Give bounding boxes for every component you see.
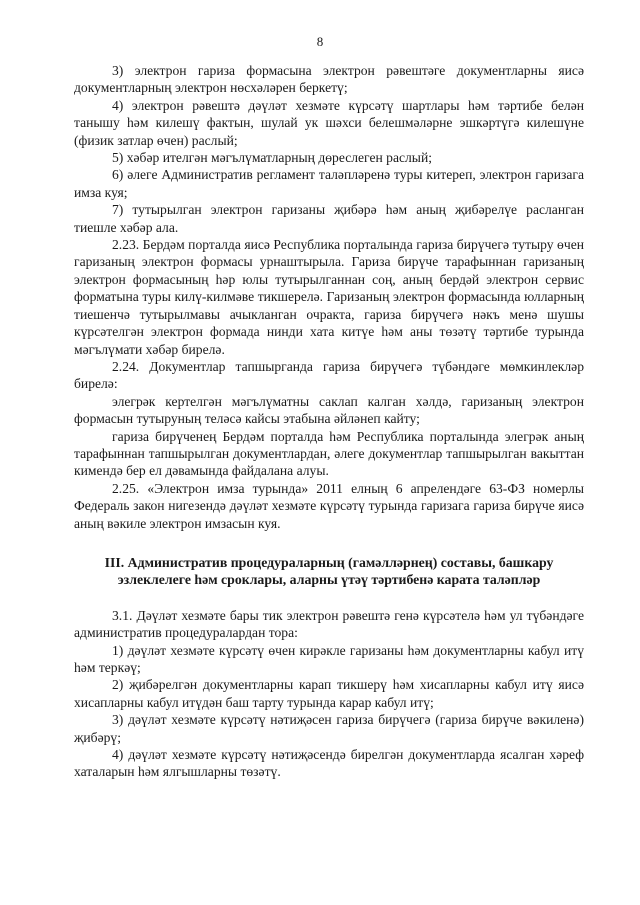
procedure-item-4: 4) дәүләт хезмәте күрсәтү нәтиҗәсендә бирелгән документларда ясалган хәреф хаталарын һәм ялгышларны төзәтү.	[74, 747, 584, 780]
paragraph-2-24: 2.24. Документлар тапшырганда гариза бирүчегә түбәндәге мөмкинлекләр бирелә:	[74, 358, 584, 392]
paragraph-2-23: 2.23. Бердәм порталда яисә Республика порталында гариза бирүчегә тутыру өчен гаризаның электрон формасы урнаштырыла. Гариза бирүче тарафыннан гаризаның электрон формасының һәр юлы тутырылганнан соң, аның бердәй электрон сервис форматына туры килү-килмәве тикшерелә. Гаризаның электрон формасында юлларның тиешенчә тутырылмавы ачыкланган очракта, гариза бирүчегә нәкъ менә шушы күрсәтелгән электрон формада нинди хата китүе һәм аны төзәтү тәртибе турында мәгълүмати хәбәр бирелә.	[74, 237, 584, 357]
paragraph-item-3: 3) электрон гариза формасына электрон рәвештәге документларны яисә документларның электрон нөсхәләрен беркетү;	[74, 63, 584, 96]
paragraph-item-4: 4) электрон рәвештә дәүләт хезмәте күрсәтү шартлары һәм тәртибе белән танышу һәм килешү фактын, шулай ук шәхси белешмәләрне эшкәртүгә килешүне (физик затлар өчен) раслый;	[74, 97, 584, 148]
document-body	[74, 62, 584, 781]
page-number: 8	[316, 34, 324, 49]
procedure-item-2: 2) җибәрелгән документларны карап тикшерү һәм хисапларны кабул итү яисә хисапларны кабул итүдән баш тарту турында карар кабул итү;	[74, 677, 584, 710]
paragraph-item-5: 5) хәбәр ителгән мәгълүматларның дөреслеген раслый;	[112, 150, 432, 166]
procedure-item-1: 1) дәүләт хезмәте күрсәтү өчен кирәкле гаризаны һәм документларны кабул итү һәм теркәү;	[74, 642, 584, 675]
section-heading: III. Административ процедураларның (гамәлләрнең) составы, башкару эзлеклелеге һәм сроклары, аларны үтәү тәртибенә карата таләпләр	[104, 554, 554, 588]
paragraph-2-24-item-2: гариза бирүченең Бердәм порталда һәм Республика порталында элегрәк аның тарафыннан тапшырылган документлардан, әлеге документлар тапшырылган вакыттан кимендә бер ел дәвамында файдалана алуы.	[74, 428, 584, 479]
paragraph-item-7: 7) тутырылган электрон гаризаны җибәрә һәм аның җибәрелүе расланган тиешле хәбәр ала.	[74, 202, 584, 235]
paragraph-item-6: 6) әлеге Административ регламент таләпләренә туры китереп, электрон гаризага имза куя;	[74, 167, 584, 200]
paragraph-2-24-item-1: элегрәк кертелгән мәгълүматны саклап калган хәлдә, гаризаның электрон формасын тутыруның теләсә кайсы этабына әйләнеп кайту;	[74, 393, 584, 427]
paragraph-2-25: 2.25. «Электрон имза турында» 2011 елның 6 апрелендәге 63-ФЗ номерлы Федераль закон нигезендә дәүләт хезмәте күрсәтү турында гаризага гариза бирүче яисә аның вәкиле электрон имзасын куя.	[74, 480, 584, 531]
paragraph-3-1: 3.1. Дәүләт хезмәте бары тик электрон рәвештә генә күрсәтелә һәм ул түбәндәге административ процедуралардан тора:	[74, 607, 584, 641]
procedure-item-3: 3) дәүләт хезмәте күрсәтү нәтиҗәсен гариза бирүчегә (гариза бирүче вәкиленә) җибәрү;	[74, 712, 584, 745]
